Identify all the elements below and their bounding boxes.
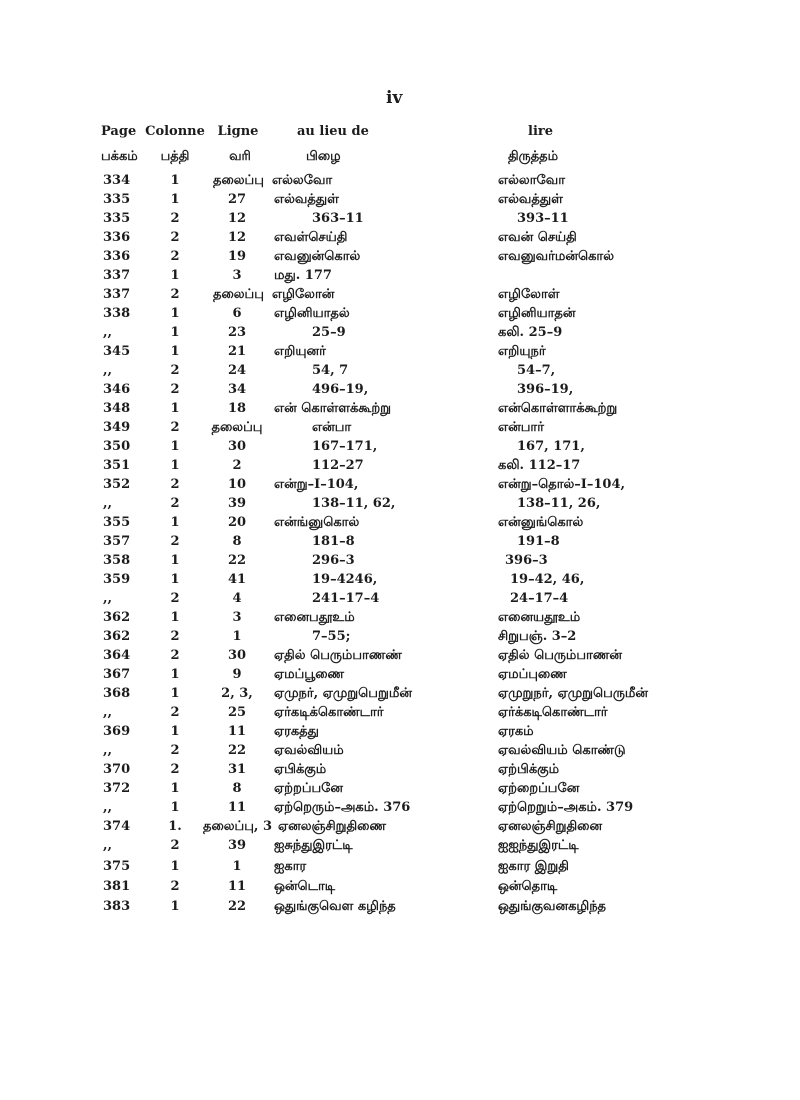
cell-error: எனைபதூஉம் [274,610,355,625]
cell-correction: 19–42, 46, [510,572,585,587]
cell-error: ஏர்கடிக்கொண்டார் [274,705,384,720]
cell-line: 20 [227,515,247,530]
cell-error: ஏவல்வியம் [274,743,344,758]
cell-correction: 24–17–4 [510,591,569,606]
cell-correction: ஒன்தொடி [498,879,558,894]
header-column: Colonne [145,124,205,139]
cell-page: 334 [103,173,131,188]
table-row [0,877,800,897]
cell-line: 22 [227,553,247,568]
table-row [0,897,800,917]
cell-error: எவனுன்கொல் [274,249,361,264]
cell-column: 1 [170,667,180,682]
cell-correction: எல்வத்துள் [498,192,563,207]
table-row [0,437,800,457]
cell-error: 181–8 [312,534,355,549]
cell-error: 7–55; [312,629,351,644]
cell-column: 1 [170,686,180,701]
cell-error: ஏமுநர், ஏமுறுபெறுமீன் [274,686,412,701]
cell-page: 370 [103,762,131,777]
cell-column: 2 [170,211,180,226]
cell-column: 2 [170,534,180,549]
cell-correction: ஐஐந்துஇரட்டி [498,838,579,853]
table-row [0,703,800,723]
cell-line: 11 [227,724,247,739]
cell-column: 1 [170,344,180,359]
cell-line: 30 [227,648,247,663]
cell-error: ஏமப்பூணை [274,667,345,682]
cell-page: 337 [103,287,131,302]
cell-correction: என்னுங்கொல் [498,515,584,530]
cell-line: 11 [227,879,247,894]
table-row [0,779,800,799]
cell-line: 3 [232,268,242,283]
cell-line: 34 [227,382,247,397]
cell-error: ஏபிக்கும் [274,762,327,777]
cell-correction: ஏற்றெறும்–அகம். 379 [498,800,634,815]
cell-error: ஏரகத்து [274,724,319,739]
cell-column: 1 [170,724,180,739]
cell-correction: 396–3 [505,553,548,568]
cell-correction: 191–8 [517,534,560,549]
cell-error: 296–3 [312,553,355,568]
cell-correction: 54–7, [517,363,556,378]
cell-error: 363–11 [312,211,364,226]
table-row [0,513,800,533]
cell-line: தலைப்பு [211,420,263,435]
table-row [0,209,800,229]
cell-column: 1 [170,781,180,796]
cell-page: 352 [103,477,131,492]
cell-column: 1 [170,572,180,587]
cell-error: ஏனலஞ்சிறுதிணை [278,819,387,834]
cell-column: 2 [170,838,180,853]
table-row [0,684,800,704]
table-row [0,608,800,628]
cell-correction: என்று–தொல்–I–104, [498,477,626,492]
cell-correction: ஏர்க்கடிகொண்டார் [498,705,608,720]
cell-column: 1 [170,610,180,625]
cell-error: ஐகார [274,859,307,874]
cell-column: 1 [170,173,180,188]
cell-correction: எனையதூஉம் [498,610,581,625]
cell-correction: ஏரகம் [498,724,534,739]
table-row [0,798,800,818]
cell-column: 1 [170,306,180,321]
cell-column: 2 [170,648,180,663]
cell-page: 348 [103,401,131,416]
cell-page: 336 [103,230,131,245]
cell-error: 19–4246, [312,572,378,587]
cell-line: 2 [232,458,242,473]
table-row [0,817,800,837]
header-page: Page [101,124,137,139]
header-row-tamil [0,147,800,167]
cell-page: ,, [103,591,113,606]
cell-line: 10 [227,477,247,492]
cell-correction: ஐகார இறுதி [498,859,569,874]
cell-line: 11 [227,800,247,815]
table-row [0,285,800,305]
table-row [0,304,800,324]
cell-page: 362 [103,629,131,644]
cell-line: 21 [227,344,247,359]
cell-error: எல்லவோ [272,173,333,188]
table-row [0,266,800,286]
cell-line: 1 [232,629,242,644]
cell-line: 25 [227,705,247,720]
cell-column: 2 [170,420,180,435]
table-row [0,228,800,248]
cell-error: எல்வத்துள் [274,192,339,207]
cell-page: ,, [103,363,113,378]
cell-page: ,, [103,838,113,853]
cell-page: 357 [103,534,131,549]
table-row [0,399,800,419]
cell-page: 369 [103,724,131,739]
cell-column: 2 [170,743,180,758]
cell-page: ,, [103,496,113,511]
cell-correction: கலி. 25–9 [498,325,563,340]
table-row [0,665,800,685]
cell-correction: 396–19, [517,382,574,397]
cell-error: எறியுனர் [274,344,326,359]
cell-page: 346 [103,382,131,397]
cell-correction: என்கொள்ளாக்கூற்று [498,401,618,416]
cell-error: என்று–I–104, [274,477,359,492]
cell-page: ,, [103,800,113,815]
cell-line: தலைப்பு, 3 [203,819,273,834]
cell-column: 1 [170,515,180,530]
table-row [0,646,800,666]
cell-correction: ஒதுங்குவனகழிந்த [498,899,606,914]
cell-error: எழினியாதல் [274,306,350,321]
cell-line: 31 [227,762,247,777]
cell-line: தலைப்பு [213,173,264,188]
cell-column: 1. [168,819,182,834]
cell-column: 1 [170,325,180,340]
cell-error: ஒன்டொடி [274,879,336,894]
cell-error: ஐசுந்துஇரட்டி [274,838,353,853]
cell-page: ,, [103,705,113,720]
cell-error: ஏற்றெரும்–அகம். 376 [274,800,411,815]
cell-page: 358 [103,553,131,568]
cell-page: 359 [103,572,131,587]
cell-page: 350 [103,439,131,454]
cell-correction: ஏவல்வியம் கொண்டு [498,743,626,758]
table-row [0,171,800,191]
cell-column: 1 [170,553,180,568]
cell-error: ஏதில் பெரும்பாணண் [274,648,402,663]
cell-page: ,, [103,743,113,758]
cell-correction: என்பார் [498,420,545,435]
cell-page: 351 [103,458,131,473]
table-row [0,380,800,400]
cell-column: 2 [170,363,180,378]
table-row [0,570,800,590]
header-error: au lieu de [297,124,369,139]
header-correction: lire [528,124,553,139]
cell-page: 349 [103,420,131,435]
cell-line: 8 [232,781,242,796]
table-row [0,494,800,514]
cell-column: 1 [170,401,180,416]
cell-page: 338 [103,306,131,321]
cell-error: 138–11, 62, [312,496,396,511]
cell-column: 1 [170,458,180,473]
cell-line: 12 [227,211,247,226]
cell-line: 27 [227,192,247,207]
cell-correction: எழினியாதன் [498,306,576,321]
cell-page: 383 [103,899,131,914]
cell-page: 335 [103,211,131,226]
cell-page: 381 [103,879,131,894]
cell-line: 2, 3, [221,686,253,701]
cell-error: மது. 177 [274,268,332,283]
cell-correction: ஏதில் பெரும்பாணன் [498,648,623,663]
cell-column: 1 [170,268,180,283]
cell-column: 2 [170,879,180,894]
cell-page: 372 [103,781,131,796]
cell-correction: 167, 171, [517,439,585,454]
cell-correction: எல்லாவோ [498,173,565,188]
table-row [0,456,800,476]
cell-page: 345 [103,344,131,359]
cell-column: 2 [170,477,180,492]
cell-line: 12 [227,230,247,245]
table-row [0,722,800,742]
cell-line: 22 [227,899,247,914]
cell-page: 367 [103,667,131,682]
table-row [0,760,800,780]
cell-correction: ஏமுறுநர், ஏமுறுபெருமீன் [498,686,648,701]
cell-correction: கலி. 112–17 [498,458,581,473]
cell-line: 19 [227,249,247,264]
header-correction-tamil: திருத்தம் [508,149,559,164]
table-row [0,857,800,877]
cell-correction: எறியுநர் [498,344,546,359]
cell-correction: ஏனலஞ்சிறுதினை [498,819,603,834]
cell-line: 22 [227,743,247,758]
cell-correction: 393–11 [517,211,569,226]
cell-page: 362 [103,610,131,625]
cell-error: என் கொள்ளக்கூற்று [274,401,392,416]
table-row [0,475,800,495]
table-row [0,323,800,343]
cell-page: 336 [103,249,131,264]
cell-column: 1 [170,899,180,914]
table-row [0,551,800,571]
cell-line: 24 [227,363,247,378]
table-row [0,836,800,856]
cell-column: 2 [170,591,180,606]
table-row [0,532,800,552]
cell-line: 3 [232,610,242,625]
cell-error: 54, 7 [312,363,349,378]
header-error-tamil: பிழை [306,149,341,164]
cell-line: 39 [227,838,247,853]
cell-page: 374 [103,819,131,834]
cell-page: 337 [103,268,131,283]
cell-page: ,, [103,325,113,340]
cell-line: 1 [232,859,242,874]
cell-error: என்பா [312,420,352,435]
cell-line: 41 [227,572,247,587]
cell-line: தலைப்பு [213,287,264,302]
cell-column: 1 [170,859,180,874]
cell-page: 375 [103,859,131,874]
cell-page: 335 [103,192,131,207]
cell-column: 2 [170,287,180,302]
cell-correction: எழிலோள் [498,287,560,302]
cell-error: என்ங்னுகொல் [274,515,360,530]
cell-error: 167–171, [312,439,378,454]
cell-column: 2 [170,496,180,511]
cell-error: 241–17–4 [312,591,380,606]
cell-column: 2 [170,230,180,245]
cell-column: 2 [170,762,180,777]
cell-correction: எவனுவர்மன்கொல் [498,249,614,264]
cell-line: 39 [227,496,247,511]
cell-page: 355 [103,515,131,530]
cell-error: 496–19, [312,382,369,397]
table-row [0,741,800,761]
cell-page: 368 [103,686,131,701]
cell-column: 2 [170,629,180,644]
cell-correction: ஏற்றைப்பனே [498,781,580,796]
header-page-tamil: பக்கம் [101,149,138,164]
cell-line: 30 [227,439,247,454]
cell-line: 6 [232,306,242,321]
cell-column: 2 [170,382,180,397]
page-number: iv [386,88,403,108]
cell-column: 1 [170,439,180,454]
header-line: Ligne [217,124,259,139]
cell-column: 2 [170,249,180,264]
cell-error: 112–27 [312,458,364,473]
header-row-french [0,122,800,142]
cell-correction: ஏற்பிக்கும் [498,762,560,777]
cell-error: 25–9 [312,325,346,340]
cell-column: 2 [170,705,180,720]
header-line-tamil: வரி [229,149,251,164]
cell-line: 18 [227,401,247,416]
cell-line: 4 [232,591,242,606]
table-row [0,627,800,647]
cell-column: 1 [170,192,180,207]
cell-column: 1 [170,800,180,815]
cell-error: எவள்செய்தி [274,230,348,245]
table-row [0,418,800,438]
header-column-tamil: பத்தி [160,149,190,164]
cell-error: எழிலோன் [272,287,335,302]
cell-correction: ஏமப்புணை [498,667,567,682]
table-row [0,342,800,362]
table-row [0,190,800,210]
cell-line: 9 [232,667,242,682]
cell-correction: 138–11, 26, [517,496,601,511]
table-row [0,361,800,381]
cell-page: 364 [103,648,131,663]
cell-correction: சிறுபஞ். 3–2 [498,629,577,644]
table-row [0,589,800,609]
cell-line: 23 [227,325,247,340]
cell-line: 8 [232,534,242,549]
cell-error: ஒதுங்குவெள கழிந்த [274,899,396,914]
table-row [0,247,800,267]
cell-error: ஏற்றப்பனே [274,781,343,796]
cell-correction: எவன் செய்தி [498,230,577,245]
